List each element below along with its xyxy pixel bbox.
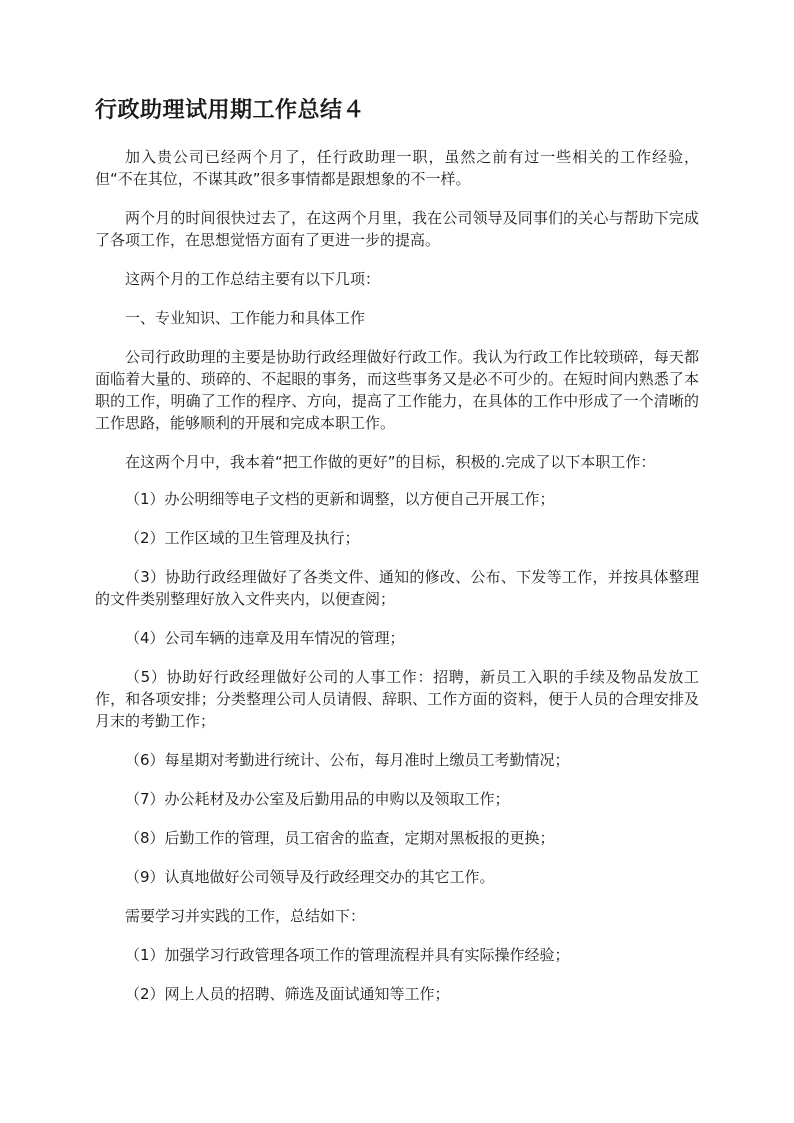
paragraph-two-months: 两个月的时间很快过去了，在这两个月里，我在公司领导及同事们的关心与帮助下完成了各项工作，在思想觉悟方面有了更进一步的提高。 [95, 209, 699, 249]
list-item-8: （8）后勤工作的管理，员工宿舍的监查，定期对黑板报的更换； [125, 829, 555, 847]
list-item-6: （6）每星期对考勤进行统计、公布，每月准时上缴员工考勤情况； [125, 751, 570, 769]
list-item-3: （3）协助行政经理做好了各类文件、通知的修改、公布、下发等工作，并按具体整理的文件类别整理好放入文件夹内，以便查阅； [95, 568, 699, 608]
list-item-2: （2）工作区域的卫生管理及执行； [125, 529, 360, 547]
document-body [95, 146, 699, 1022]
list-item-4: （4）公司车辆的违章及用车情况的管理； [125, 629, 405, 647]
list-item-5: （5）协助好行政经理做好公司的人事工作：招聘，新员工入职的手续及物品发放工作，和各项安排；分类整理公司人员请假、辞职、工作方面的资料，便于人员的合理安排及月末的考勤工作； [95, 668, 699, 730]
paragraph-goal: 在这两个月中，我本着“把工作做的更好”的目标，积极的.完成了以下本职工作： [125, 453, 656, 471]
paragraph-summary-lead: 这两个月的工作总结主要有以下几项： [125, 270, 381, 288]
learning-item-1: （1）加强学习行政管理各项工作的管理流程并具有实际操作经验； [125, 946, 570, 964]
section-heading-1: 一、专业知识、工作能力和具体工作 [125, 309, 366, 327]
list-item-7: （7）办公耗材及办公室及后勤用品的申购以及领取工作； [125, 790, 510, 808]
document-title: 行政助理试用期工作总结４ [95, 97, 366, 123]
learning-item-2: （2）网上人员的招聘、筛选及面试通知等工作； [125, 985, 450, 1003]
list-item-1: （1）办公明细等电子文档的更新和调整，以方便自己开展工作； [125, 490, 555, 508]
list-item-9: （9）认真地做好公司领导及行政经理交办的其它工作。 [125, 868, 495, 886]
paragraph-intro: 加入贵公司已经两个月了，任行政助理一职，虽然之前有过一些相关的工作经验，但“不在其位，不谋其政”很多事情都是跟想象的不一样。 [95, 148, 699, 188]
paragraph-learning-lead: 需要学习并实践的工作，总结如下： [125, 907, 366, 925]
paragraph-role-description: 公司行政助理的主要是协助行政经理做好行政工作。我认为行政工作比较琐碎，每天都面临着大量的、琐碎的、不起眼的事务，而这些事务又是必不可少的。在短时间内熟悉了本职的工作，明确了工作的程序、方向，提高了工作能力，在具体的工作中形成了一个清晰的工作思路，能够顺利的开展和完成本职工作。 [95, 348, 699, 432]
